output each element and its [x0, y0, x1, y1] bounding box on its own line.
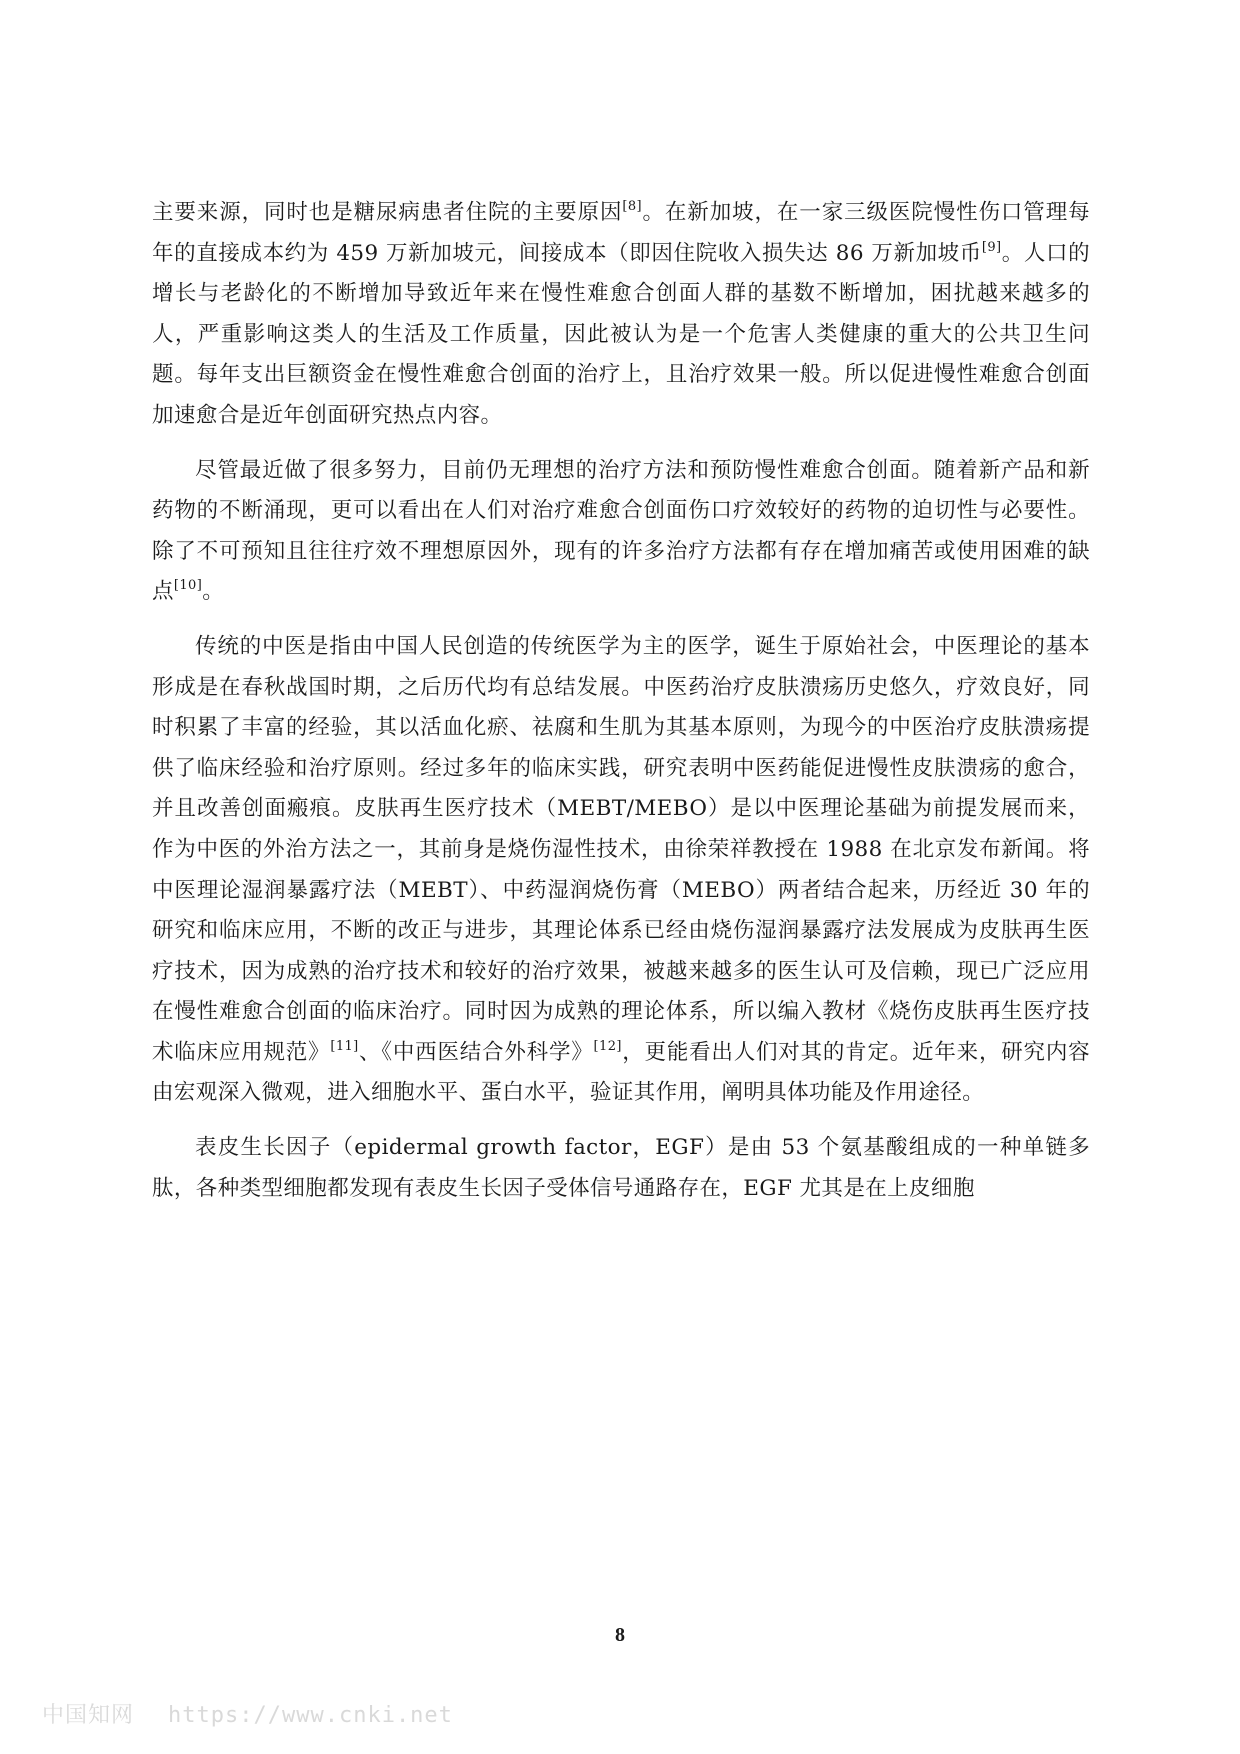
- body-paragraph: [152, 1128, 1090, 1209]
- body-paragraph: [152, 627, 1090, 1114]
- page-number: 8: [615, 1624, 625, 1646]
- paragraph-text: 、《中西医结合外科学》: [358, 1039, 594, 1065]
- watermark-url: https://www.cnki.net: [168, 1703, 453, 1728]
- paragraph-text: 尽管最近做了很多努力，目前仍无理想的治疗方法和预防慢性难愈合创面。随着新产品和新药物的不断涌现，更可以看出在人们对治疗难愈合创面伤口疗效较好的药物的迫切性与必要性。除了不可预知且往往疗效不理想原因外，现有的许多治疗方法都有存在增加痛苦或使用困难的缺点: [152, 457, 1090, 605]
- cnki-watermark: [42, 1698, 453, 1729]
- paragraph-text: 主要来源，同时也是糖尿病患者住院的主要原因: [152, 200, 623, 225]
- paragraph-text: ，更能看出人们对其的肯定。近年来，研究内容由宏观深入微观，进入细胞水平、蛋白水平，验证其作用，阐明具体功能及作用途径。: [152, 1039, 1091, 1106]
- citation-marker: [8]: [622, 199, 643, 214]
- paragraph-text: 。人口的增长与老龄化的不断增加导致近年来在慢性难愈合创面人群的基数不断增加，困扰越来越多的人，严重影响这类人的生活及工作质量，因此被认为是一个危害人类健康的重大的公共卫生问题。每年支出巨额资金在慢性难愈合创面的治疗上，且治疗效果一般。所以促进慢性难愈合创面加速愈合是近年创面研究热点内容。: [152, 240, 1090, 428]
- paragraph-text: 表皮生长因子（epidermal growth factor，EGF）是由 53 个氨基酸组成的一种单链多肽，各种类型细胞都发现有表皮生长因子受体信号通路存在，EGF 尤其是在上皮细胞: [152, 1135, 1090, 1201]
- citation-marker: [11]: [330, 1038, 359, 1054]
- citation-marker: [12]: [593, 1038, 622, 1054]
- paragraph-text: 。在新加坡，在一家三级医院慢性伤口管理每年的直接成本约为 459 万新加坡元，间接成本（即因住院收入损失达 86 万新加坡币: [152, 200, 1090, 266]
- paragraph-text: 。: [202, 579, 225, 605]
- citation-marker: [10]: [173, 578, 203, 594]
- watermark-brand: 中国知网: [42, 1703, 135, 1728]
- body-paragraph: [152, 451, 1090, 613]
- page-body: [152, 193, 1090, 1223]
- paragraph-text: 传统的中医是指由中国人民创造的传统医学为主的医学，诞生于原始社会，中医理论的基本形成是在春秋战国时期，之后历代均有总结发展。中医药治疗皮肤溃疡历史悠久，疗效良好，同时积累了丰富的经验，其以活血化瘀、祛腐和生肌为其基本原则，为现今的中医治疗皮肤溃疡提供了临床经验和治疗原则。经过多年的临床实践，研究表明中医药能促进慢性皮肤溃疡的愈合，并且改善创面瘢痕。皮肤再生医疗技术（MEBT/MEBO）是以中医理论基础为前提发展而来，作为中医的外治方法之一，其前身是烧伤湿性技术，由徐荣祥教授在 1988 在北京发布新闻。将中医理论湿润暴露疗法（MEBT）、中药湿润烧伤膏（MEBO）两者结合起来，历经近 30 年的研究和临床应用，不断的改正与进步，其理论体系已经由烧伤湿润暴露疗法发展成为皮肤再生医疗技术，因为成熟的治疗技术和较好的治疗效果，被越来越多的医生认可及信赖，现已广泛应用在慢性难愈合创面的临床治疗。同时因为成熟的理论体系，所以编入教材《烧伤皮肤再生医疗技术临床应用规范》: [152, 633, 1090, 1065]
- citation-marker: [9]: [981, 239, 1002, 255]
- body-paragraph: [152, 193, 1090, 437]
